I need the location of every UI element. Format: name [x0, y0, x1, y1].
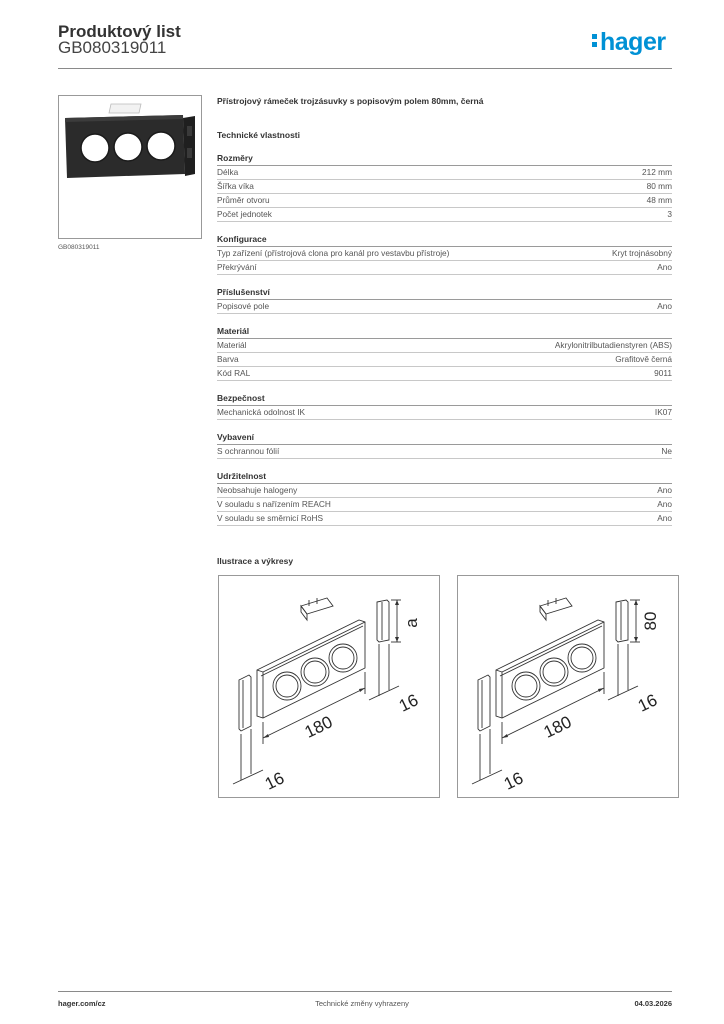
header-divider: [58, 68, 672, 69]
spec-value: 212 mm: [642, 167, 672, 177]
spec-row: [217, 261, 672, 275]
footer-divider: [58, 991, 672, 992]
product-image-caption: GB080319011: [58, 244, 100, 251]
depth-dimension-label-right: 16: [395, 690, 422, 716]
spec-row: [217, 445, 672, 459]
depth-dimension-label-left: 16: [261, 768, 288, 794]
spec-label: Neobsahuje halogeny: [217, 485, 298, 495]
spec-row: [217, 484, 672, 498]
spec-row: [217, 353, 672, 367]
spec-value: Ano: [657, 262, 672, 272]
logo-text: hager: [600, 28, 666, 56]
spec-value: 3: [667, 209, 672, 219]
spec-group: [217, 233, 672, 275]
spec-value: Ano: [657, 485, 672, 495]
spec-row: [217, 208, 672, 222]
spec-label: Materiál: [217, 340, 247, 350]
depth-dimension-label-right: 16: [634, 690, 661, 716]
spec-label: Kód RAL: [217, 368, 251, 378]
spec-group-title: Rozměry: [217, 152, 672, 166]
spec-label: Překrývání: [217, 262, 257, 272]
spec-value: Grafitově černá: [615, 354, 672, 364]
spec-value: Ano: [657, 301, 672, 311]
spec-label: Průměr otvoru: [217, 195, 270, 205]
spec-row: [217, 339, 672, 353]
spec-row: [217, 166, 672, 180]
spec-value: Ne: [661, 446, 672, 456]
technical-properties-title: Technické vlastnosti: [217, 130, 300, 140]
spec-group: [217, 470, 672, 526]
document-title: Produktový list: [58, 22, 181, 41]
spec-value: Kryt trojnásobný: [612, 248, 672, 258]
spec-group: [217, 392, 672, 420]
spec-group: [217, 152, 672, 222]
spec-group-title: Bezpečnost: [217, 392, 672, 406]
spec-group-title: Udržitelnost: [217, 470, 672, 484]
spec-group: [217, 431, 672, 459]
spec-value: 9011: [654, 368, 672, 378]
document-date: 04.03.2026: [634, 999, 672, 1008]
hager-logo: [592, 28, 666, 57]
technical-drawing-1: [218, 575, 440, 798]
spec-group-title: Konfigurace: [217, 233, 672, 247]
footer-disclaimer: Technické změny vyhrazeny: [315, 999, 409, 1008]
length-dimension-label: 180: [301, 712, 336, 742]
spec-value: Ano: [657, 513, 672, 523]
illustrations-title: Ilustrace a výkresy: [217, 556, 294, 566]
spec-group-title: Vybavení: [217, 431, 672, 445]
spec-label: Šířka víka: [217, 181, 254, 191]
height-dimension-label: a: [402, 618, 421, 628]
spec-value: 80 mm: [646, 181, 672, 191]
spec-group: [217, 286, 672, 314]
spec-value: 48 mm: [646, 195, 672, 205]
spec-row: [217, 300, 672, 314]
spec-value: IK07: [654, 407, 672, 417]
product-code: GB080319011: [58, 38, 167, 57]
depth-dimension-label-left: 16: [500, 768, 527, 794]
spec-label: Délka: [217, 167, 239, 177]
spec-row: [217, 512, 672, 526]
spec-label: Barva: [217, 354, 239, 364]
spec-row: [217, 406, 672, 420]
spec-label: Typ zařízení (přístrojová clona pro kanál pro vestavbu přístroje): [217, 248, 450, 258]
spec-group-title: Příslušenství: [217, 286, 672, 300]
spec-label: Mechanická odolnost IK: [217, 407, 306, 417]
technical-drawing-2: [457, 575, 679, 798]
length-dimension-label: 180: [540, 712, 575, 742]
product-image: [58, 95, 202, 239]
spec-row: [217, 498, 672, 512]
spec-row: [217, 367, 672, 381]
spec-label: V souladu se směrnicí RoHS: [217, 513, 324, 523]
spec-label: Počet jednotek: [217, 209, 272, 219]
spec-group: [217, 325, 672, 381]
height-dimension-label: 80: [641, 611, 660, 631]
spec-label: V souladu s nařízením REACH: [217, 499, 331, 509]
spec-row: [217, 180, 672, 194]
spec-row: [217, 194, 672, 208]
spec-value: Akrylonitrilbutadienstyren (ABS): [554, 340, 672, 350]
spec-value: Ano: [657, 499, 672, 509]
website-link[interactable]: hager.com/cz: [58, 999, 106, 1008]
spec-groups: [217, 152, 672, 526]
spec-group-title: Materiál: [217, 325, 672, 339]
spec-row: [217, 247, 672, 261]
product-details: [217, 96, 672, 537]
spec-label: Popisové pole: [217, 301, 270, 311]
product-title: Přístrojový rámeček trojzásuvky s popisovým polem 80mm, černá: [217, 96, 484, 106]
spec-label: S ochrannou fólií: [217, 446, 280, 456]
